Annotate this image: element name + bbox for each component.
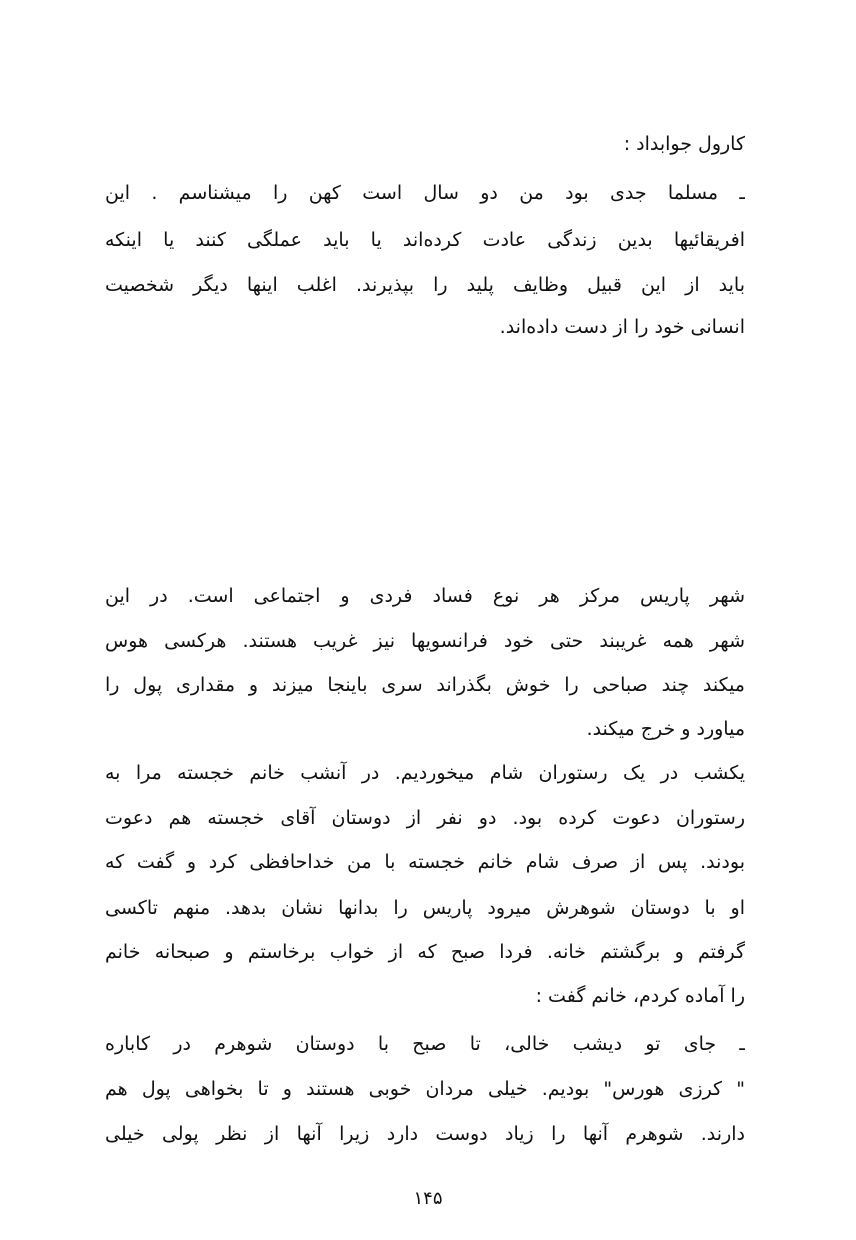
text-line: ـ مسلما جدی بود من دو سال است کهن را میشناسم . این: [105, 182, 745, 204]
text-line: او با دوستان شوهرش میرود پاریس را بدانها نشان بدهد. منهم تاکسی: [105, 897, 745, 919]
text-line: گرفتم و برگشتم خانه. فردا صبح که از خواب برخاستم و صبحانه خانم: [105, 941, 745, 963]
text-line: انسانی خود را از دست داده‌اند.: [499, 316, 745, 338]
text-line: یکشب در یک رستوران شام میخوردیم. در آنشب خانم خجسته مرا به: [105, 762, 745, 784]
text-line: میاورد و خرج میکند.: [586, 718, 745, 740]
text-line: کارول جوابداد :: [623, 133, 745, 155]
text-line: بودند. پس از صرف شام خانم خجسته با من خداحافظی کرد و گفت که: [105, 851, 745, 873]
text-line: میکند چند صباحی را خوش بگذراند سری باینجا میزند و مقداری پول را: [105, 674, 745, 696]
text-line: ـ جای تو دیشب خالی، تا صبح با دوستان شوهرم در کاباره: [105, 1033, 745, 1055]
text-line: " کرزی هورس" بودیم. خیلی مردان خوبی هستند و تا بخواهی پول هم: [105, 1078, 745, 1100]
text-line: دارند. شوهرم آنها را زیاد دوست دارد زیرا آنها از نظر پولی خیلی: [105, 1123, 745, 1145]
page-number: ۱۴۵: [413, 1188, 443, 1209]
text-line: افریقائیها بدین زندگی عادت کرده‌اند یا باید عملگی کنند یا اینکه: [105, 229, 745, 251]
text-line: رستوران دعوت کرده بود. دو نفر از دوستان آقای خجسته هم دعوت: [105, 807, 745, 829]
text-line: شهر پاریس مرکز هر نوع فساد فردی و اجتماعی است. در این: [105, 585, 745, 607]
text-line: را آماده کردم، خانم گفت :: [535, 985, 745, 1007]
text-line: باید از این قبیل وظایف پلید را بپذیرند. اغلب اینها دیگر شخصیت: [105, 274, 745, 296]
text-line: شهر همه غریبند حتی خود فرانسویها نیز غریب هستند. هرکسی هوس: [105, 630, 745, 652]
